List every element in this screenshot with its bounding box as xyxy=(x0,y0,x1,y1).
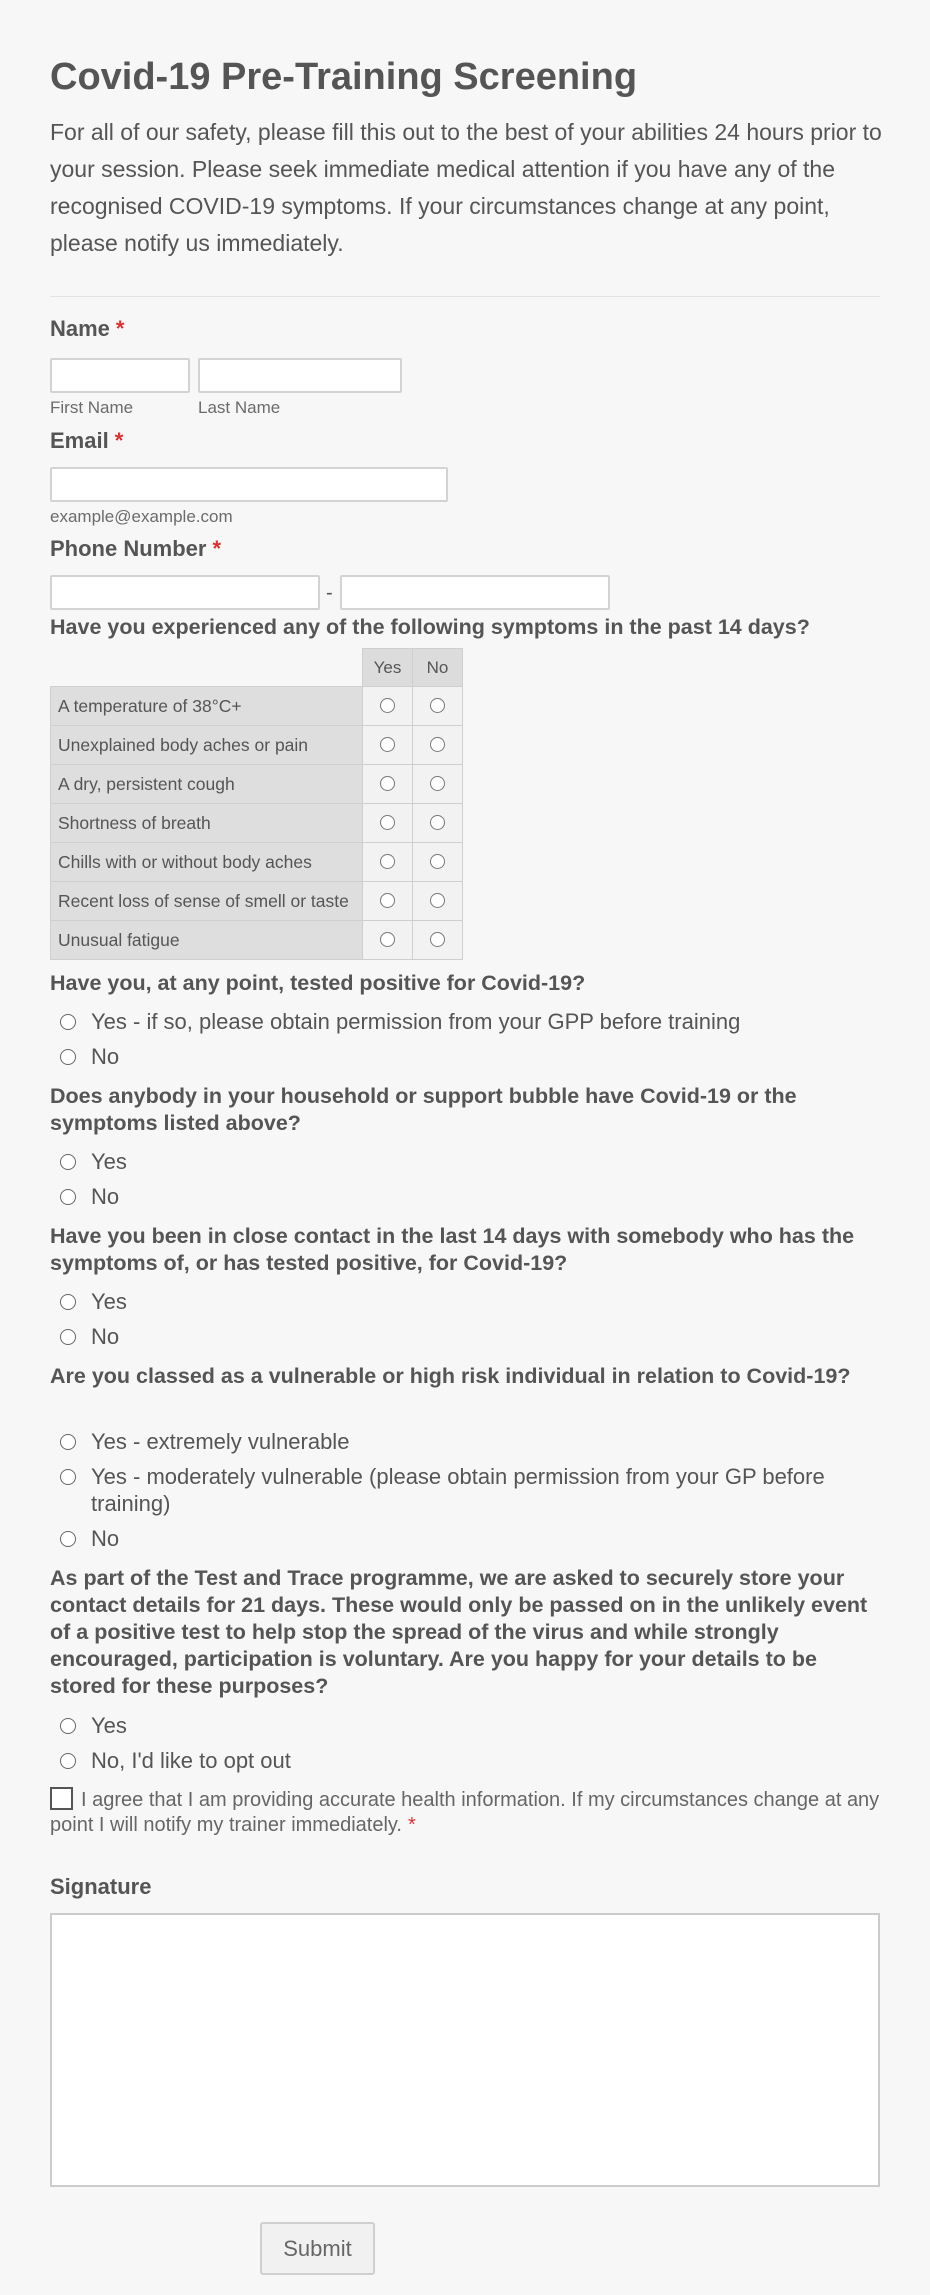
email-label xyxy=(50,428,123,454)
radio-button[interactable] xyxy=(430,893,445,908)
matrix-header-row xyxy=(51,649,463,687)
matrix-row-label: A dry, persistent cough xyxy=(51,765,363,804)
option-label: No xyxy=(91,1526,120,1551)
matrix-cell-yes[interactable] xyxy=(363,726,413,765)
vulnerable-option-no[interactable] xyxy=(60,1525,119,1552)
radio-button[interactable] xyxy=(60,1014,76,1030)
required-marker: * xyxy=(407,1814,416,1836)
option-label: No xyxy=(91,1184,120,1209)
radio-button[interactable] xyxy=(380,698,395,713)
matrix-cell-no[interactable] xyxy=(413,765,463,804)
email-input[interactable] xyxy=(50,467,448,502)
radio-button[interactable] xyxy=(430,854,445,869)
matrix-row xyxy=(51,843,463,882)
radio-button[interactable] xyxy=(380,854,395,869)
tested-positive-option-no[interactable] xyxy=(60,1043,119,1070)
radio-button[interactable] xyxy=(380,932,395,947)
phone-number-input[interactable] xyxy=(340,575,610,610)
matrix-row xyxy=(51,804,463,843)
matrix-cell-yes[interactable] xyxy=(363,804,413,843)
option-label: Yes - if so, please obtain permission from your GPP before training xyxy=(91,1009,741,1034)
radio-button[interactable] xyxy=(60,1531,76,1547)
matrix-cell-no[interactable] xyxy=(413,921,463,960)
matrix-cell-yes[interactable] xyxy=(363,921,413,960)
household-question: Does anybody in your household or support bubble have Covid-19 or the symptoms listed above? xyxy=(50,1084,797,1135)
email-sublabel: example@example.com xyxy=(50,507,233,526)
agreement-checkbox[interactable] xyxy=(50,1787,73,1810)
vulnerable-option-moderate[interactable] xyxy=(60,1463,880,1517)
matrix-corner xyxy=(51,649,363,687)
matrix-cell-yes[interactable] xyxy=(363,687,413,726)
vulnerable-question: Are you classed as a vulnerable or high risk individual in relation to Covid-19? xyxy=(50,1364,851,1388)
radio-button[interactable] xyxy=(380,815,395,830)
signature-label: Signature xyxy=(50,1874,152,1899)
matrix-col-no: No xyxy=(413,649,463,687)
matrix-row xyxy=(51,765,463,804)
name-label-text: Name xyxy=(50,316,110,341)
name-label xyxy=(50,316,124,342)
matrix-row-label: Chills with or without body aches xyxy=(51,843,363,882)
radio-button[interactable] xyxy=(430,776,445,791)
matrix-cell-no[interactable] xyxy=(413,687,463,726)
form-intro: For all of our safety, please fill this out to the best of your abilities 24 hours prior to your session. Please seek immediate medical attention if you have any of the recognised COVID-19 symptoms. If your circumstances change at any point, please notify us immediately. xyxy=(50,119,882,256)
first-name-input[interactable] xyxy=(50,358,190,393)
close-contact-question: Have you been in close contact in the last 14 days with somebody who has the symptoms of, or has tested positive, for Covid-19? xyxy=(50,1224,855,1275)
radio-button[interactable] xyxy=(60,1753,76,1769)
matrix-cell-yes[interactable] xyxy=(363,765,413,804)
form-title: Covid-19 Pre-Training Screening xyxy=(50,56,638,98)
phone-label xyxy=(50,536,221,562)
matrix-row-label: Unexplained body aches or pain xyxy=(51,726,363,765)
matrix-cell-yes[interactable] xyxy=(363,882,413,921)
option-label: Yes - extremely vulnerable xyxy=(91,1429,350,1454)
matrix-col-yes: Yes xyxy=(363,649,413,687)
symptoms-question: Have you experienced any of the following symptoms in the past 14 days? xyxy=(50,615,810,639)
header-divider xyxy=(50,296,880,297)
matrix-row xyxy=(51,921,463,960)
matrix-row-label: A temperature of 38°C+ xyxy=(51,687,363,726)
radio-button[interactable] xyxy=(430,932,445,947)
phone-area-input[interactable] xyxy=(50,575,320,610)
radio-button[interactable] xyxy=(430,815,445,830)
radio-button[interactable] xyxy=(60,1434,76,1450)
household-option-no[interactable] xyxy=(60,1183,119,1210)
radio-button[interactable] xyxy=(60,1049,76,1065)
radio-button[interactable] xyxy=(60,1718,76,1734)
close-contact-option-yes[interactable] xyxy=(60,1288,127,1315)
radio-button[interactable] xyxy=(430,698,445,713)
radio-button[interactable] xyxy=(60,1294,76,1310)
option-label: Yes xyxy=(91,1149,127,1174)
test-trace-option-opt-out[interactable] xyxy=(60,1747,291,1774)
matrix-row-label: Unusual fatigue xyxy=(51,921,363,960)
radio-button[interactable] xyxy=(60,1469,76,1485)
phone-separator: - xyxy=(326,582,333,604)
tested-positive-question: Have you, at any point, tested positive for Covid-19? xyxy=(50,971,586,995)
option-label: Yes - moderately vulnerable (please obtain permission from your GP before training) xyxy=(91,1464,825,1516)
option-label: Yes xyxy=(91,1713,127,1738)
matrix-cell-no[interactable] xyxy=(413,882,463,921)
option-label: No xyxy=(91,1044,120,1069)
test-trace-question: As part of the Test and Trace programme, we are asked to securely store your contact details for 21 days. These would only be passed on in the unlikely event of a positive test to help stop the spread of the virus and while strongly encouraged, participation is voluntary. Are you happy for your details to be stored for these purposes? xyxy=(50,1566,868,1698)
matrix-cell-yes[interactable] xyxy=(363,843,413,882)
first-name-sublabel: First Name xyxy=(50,398,134,417)
last-name-sublabel: Last Name xyxy=(198,398,281,417)
signature-pad[interactable] xyxy=(50,1913,880,2187)
required-marker: * xyxy=(212,536,222,561)
tested-positive-option-yes[interactable] xyxy=(60,1008,740,1035)
matrix-cell-no[interactable] xyxy=(413,843,463,882)
option-label: Yes xyxy=(91,1289,127,1314)
agreement-row xyxy=(50,1787,880,1838)
vulnerable-option-extreme[interactable] xyxy=(60,1428,349,1455)
symptoms-matrix xyxy=(50,648,463,960)
required-marker: * xyxy=(115,316,125,341)
radio-button[interactable] xyxy=(430,737,445,752)
matrix-row xyxy=(51,882,463,921)
required-marker: * xyxy=(114,428,124,453)
option-label: No xyxy=(91,1324,120,1349)
close-contact-option-no[interactable] xyxy=(60,1323,119,1350)
matrix-row-label: Shortness of breath xyxy=(51,804,363,843)
household-option-yes[interactable] xyxy=(60,1148,127,1175)
matrix-row xyxy=(51,687,463,726)
last-name-input[interactable] xyxy=(198,358,402,393)
radio-button[interactable] xyxy=(60,1154,76,1170)
test-trace-option-yes[interactable] xyxy=(60,1712,127,1739)
radio-button[interactable] xyxy=(380,893,395,908)
radio-button[interactable] xyxy=(60,1189,76,1205)
radio-button[interactable] xyxy=(380,737,395,752)
matrix-row-label: Recent loss of sense of smell or taste xyxy=(51,882,363,921)
agreement-text: I agree that I am providing accurate health information. If my circumstances change at any point I will notify my trainer immediately. xyxy=(50,1789,880,1836)
radio-button[interactable] xyxy=(380,776,395,791)
matrix-cell-no[interactable] xyxy=(413,726,463,765)
matrix-cell-no[interactable] xyxy=(413,804,463,843)
email-label-text: Email xyxy=(50,428,109,453)
phone-label-text: Phone Number xyxy=(50,536,207,561)
submit-button[interactable]: Submit xyxy=(260,2222,375,2275)
option-label: No, I'd like to opt out xyxy=(91,1748,291,1773)
matrix-row xyxy=(51,726,463,765)
radio-button[interactable] xyxy=(60,1329,76,1345)
